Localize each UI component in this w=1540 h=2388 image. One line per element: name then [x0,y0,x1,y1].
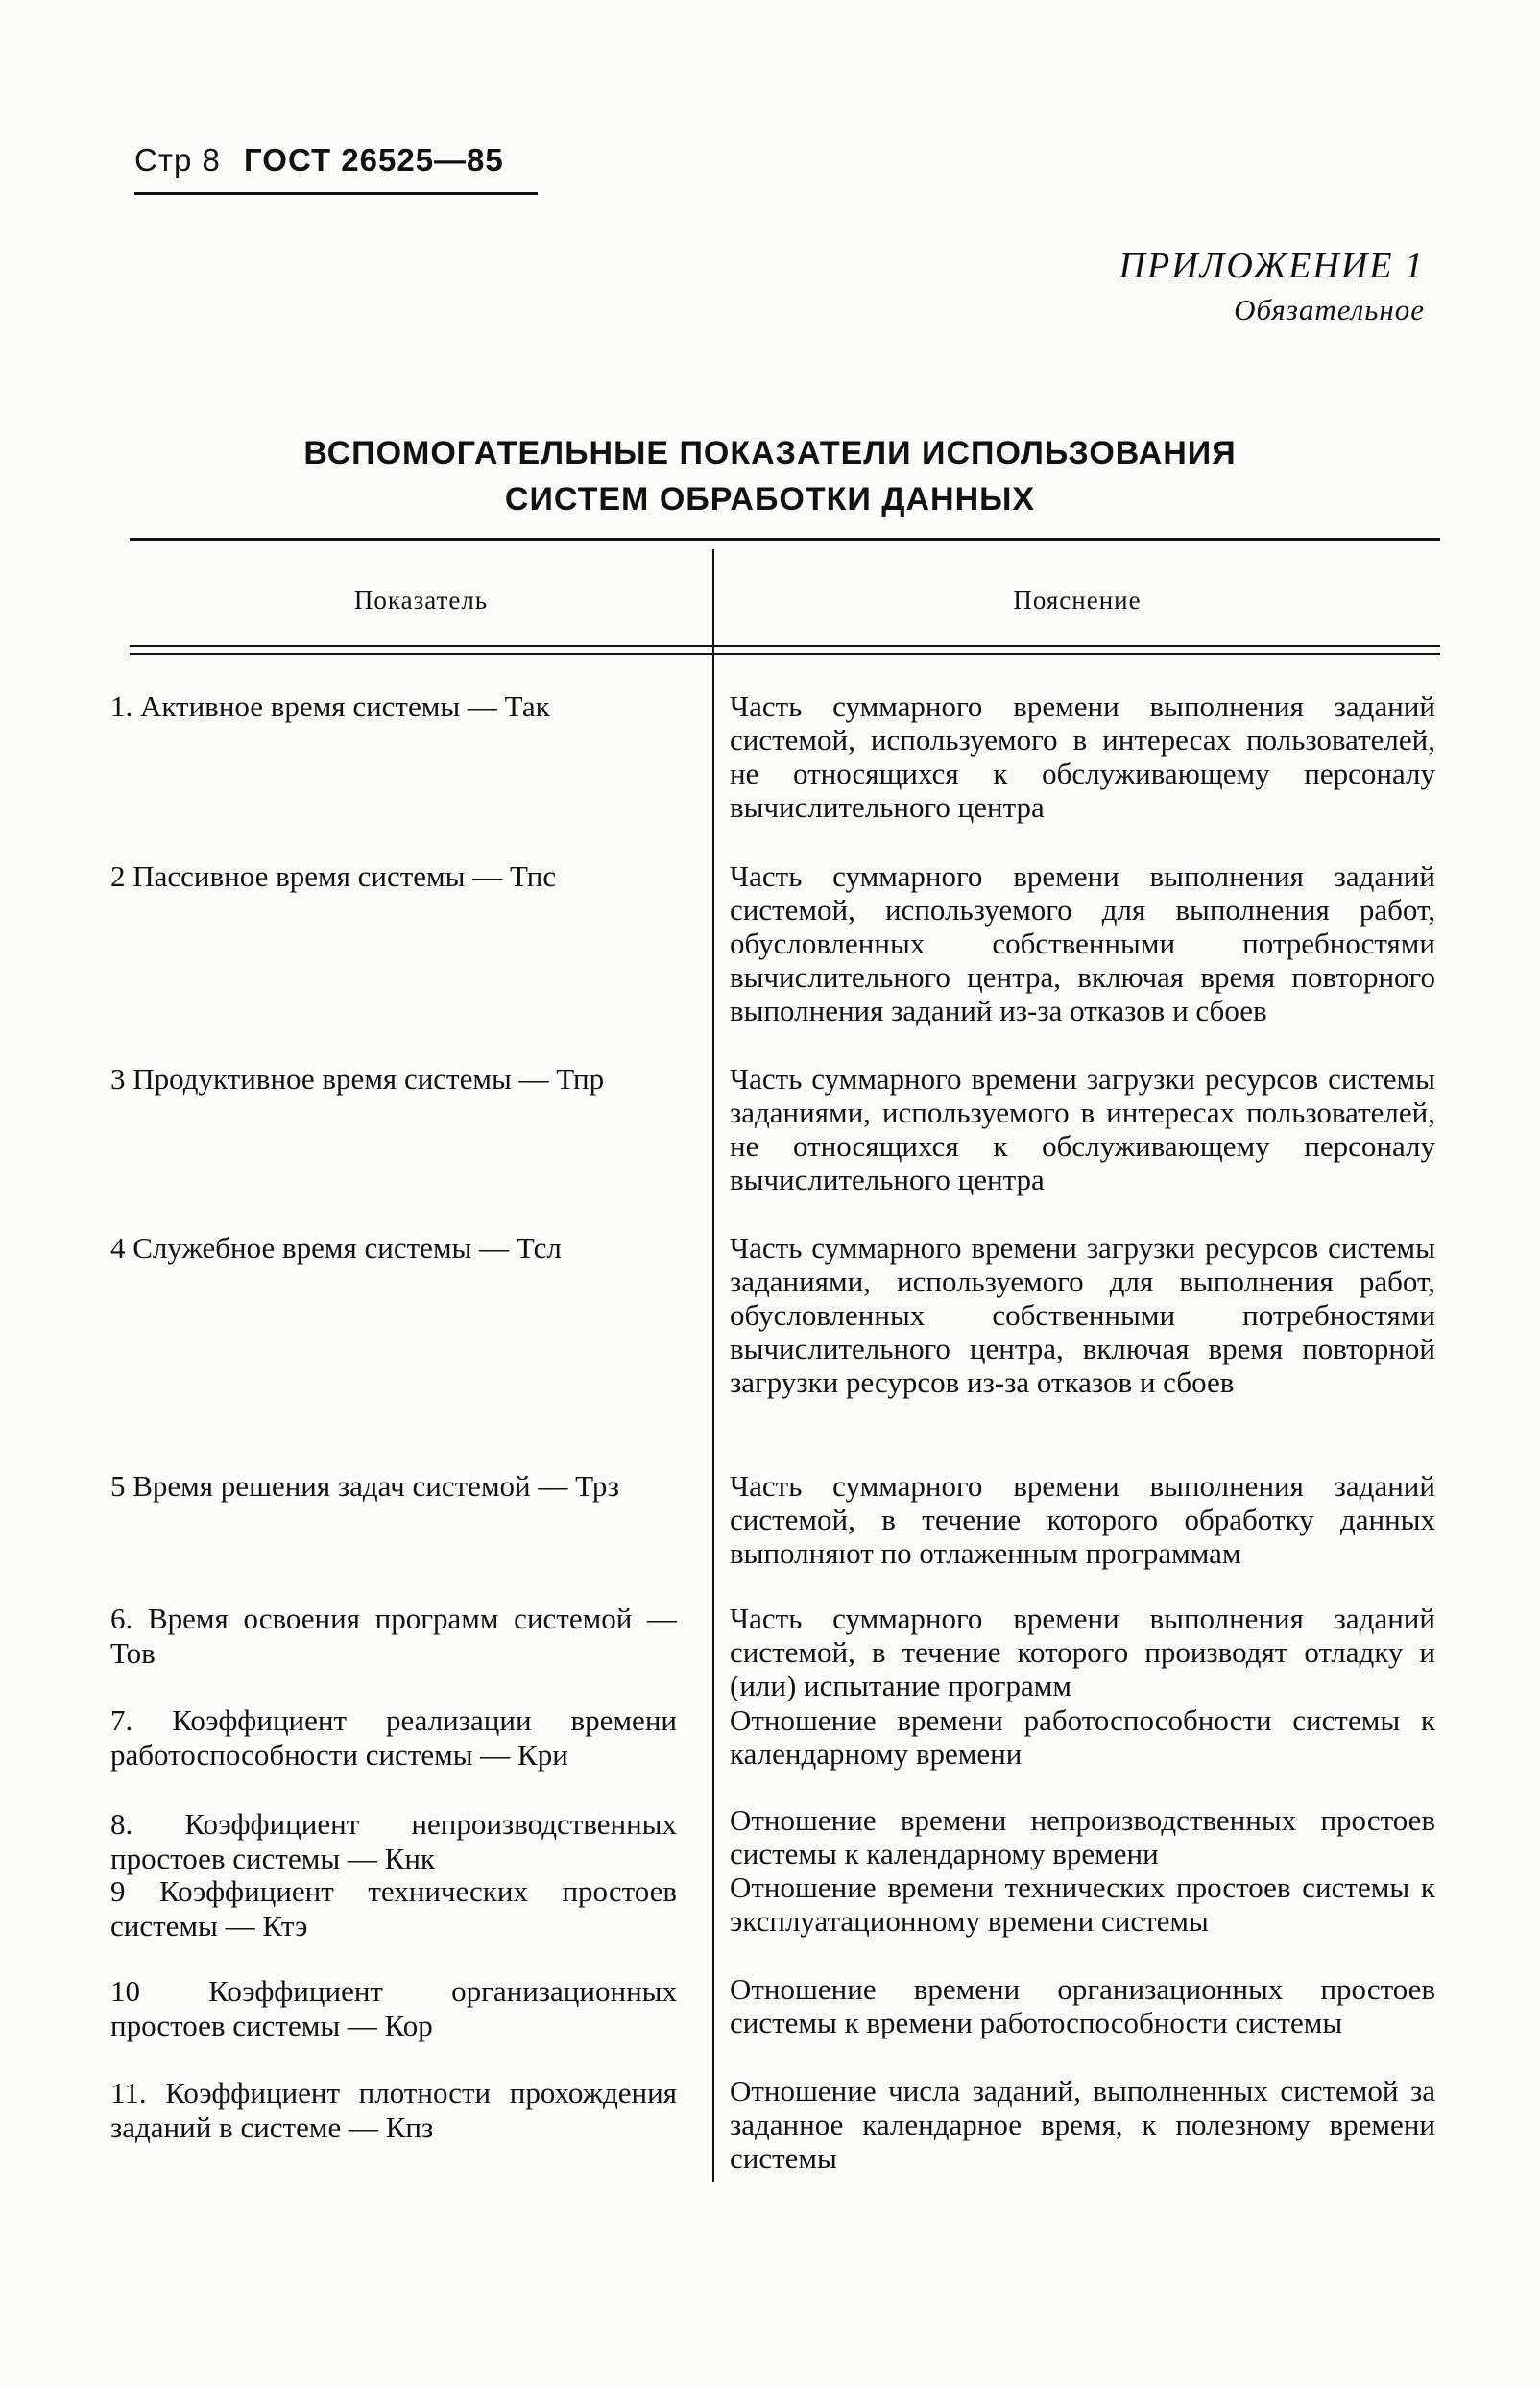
table-row-9-explanation: Отношение времени технических простоев системы к эксплуатационному времени системы [730,1870,1435,1938]
appendix-label [1119,245,1425,327]
header-rule [134,192,538,195]
table-row-8-indicator: 8. Коэффициент непроизводственных простоев системы — Кнк [110,1807,677,1875]
table-row-11-explanation: Отношение числа заданий, выполненных системой за заданное календарное время, к полезному времени системы [730,2074,1435,2175]
table-row-8-explanation: Отношение времени непроизводственных простоев системы к календарному времени [730,1803,1435,1870]
table-row-4-explanation: Часть суммарного времени загрузки ресурсов системы заданиями, используемого для выполнения работ, обусловленных собственными потребностями вычислительного центра, включая время повторной загрузки ресурсов из-за отказов и сбоев [730,1231,1435,1399]
table-row-6-indicator: 6. Время освоения программ системой — Тов [110,1602,677,1670]
table-row-2-explanation: Часть суммарного времени выполнения заданий системой, используемого для выполнения работ, обусловленных собственными потребностями вычислительного центра, включая время повторного выполнения заданий из-за отказов и сбоев [730,859,1435,1027]
column-header-indicator: Показатель [353,586,489,615]
appendix-subtitle: Обязательное [1234,293,1425,326]
table-row-6-explanation: Часть суммарного времени выполнения заданий системой, в течение которого производят отладку и (или) испытание программ [730,1602,1435,1702]
header-rule-upper [130,645,1440,647]
table-row-1-explanation: Часть суммарного времени выполнения заданий системой, используемого в интересах пользователей, не относящихся к обслуживающему персоналу вычислительного центра [730,689,1435,824]
table-row-1-indicator: 1. Активное время системы — Так [110,689,550,723]
table-row-5-explanation: Часть суммарного времени выполнения заданий системой, в течение которого обработку данных выполняют по отлаженным программам [730,1469,1435,1570]
table-row-3-explanation: Часть суммарного времени загрузки ресурсов системы заданиями, используемого в интересах пользователей, не относящихся к обслуживающему персоналу вычислительного центра [730,1062,1435,1196]
document-title [0,430,1540,522]
page-label: Стр 8 [134,142,221,178]
standard-number: ГОСТ 26525—85 [244,142,504,178]
column-divider [712,549,714,2182]
table-row-4-indicator: 4 Служебное время системы — Тсл [110,1231,562,1265]
table-row-5-indicator: 5 Время решения задач системой — Трз [110,1469,620,1503]
title-line-2: СИСТЕМ ОБРАБОТКИ ДАННЫХ [504,481,1036,518]
table-row-10-indicator: 10 Коэффициент организационных простоев системы — Кор [110,1974,677,2042]
appendix-title: ПРИЛОЖЕНИЕ 1 [1119,246,1425,286]
table-row-9-indicator: 9 Коэффициент технических простоев системы — Ктэ [110,1874,677,1942]
table-row-3-indicator: 3 Продуктивное время системы — Тпр [110,1062,605,1096]
table-row-2-indicator: 2 Пассивное время системы — Тпс [110,859,557,893]
page-header [134,142,504,179]
table-row-10-explanation: Отношение времени организационных простоев системы к времени работоспособности системы [730,1972,1435,2039]
table-row-11-indicator: 11. Коэффициент плотности прохождения заданий в системе — Кпз [110,2076,677,2144]
table-row-7-indicator: 7. Коэффициент реализации времени работоспособности системы — Кри [110,1703,677,1772]
column-header-explanation: Пояснение [1013,586,1142,615]
title-line-1: ВСПОМОГАТЕЛЬНЫЕ ПОКАЗАТЕЛИ ИСПОЛЬЗОВАНИЯ [303,435,1237,471]
header-rule-lower [130,653,1440,655]
table-top-rule [130,538,1440,541]
table-row-7-explanation: Отношение времени работоспособности системы к календарному времени [730,1703,1435,1771]
